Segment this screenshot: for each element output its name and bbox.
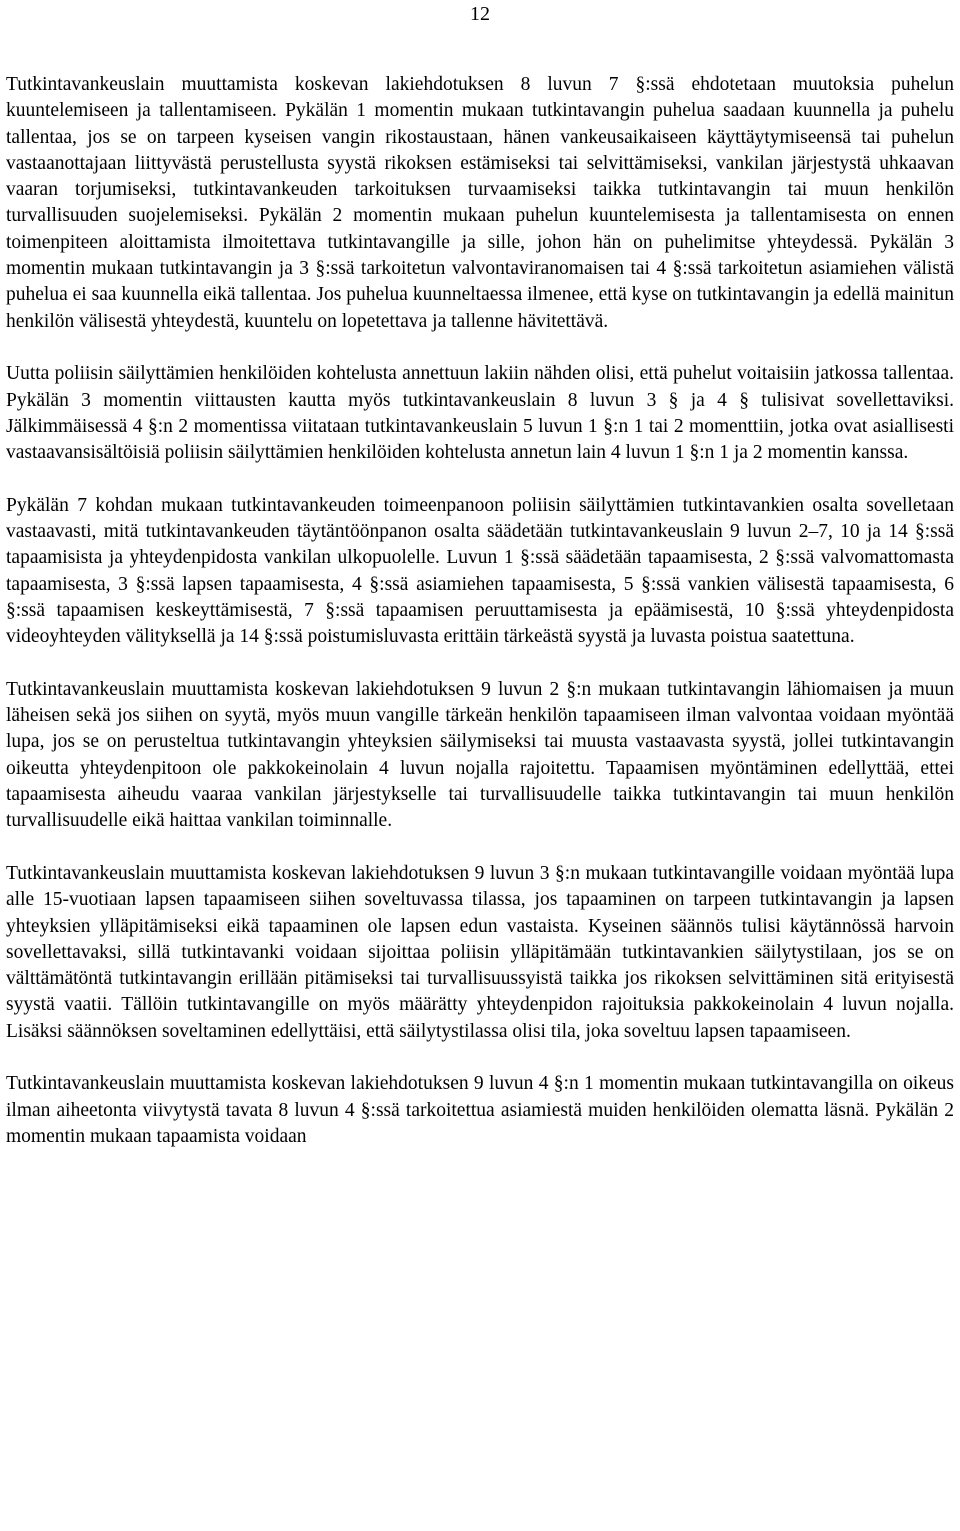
document-body (6, 72, 954, 1176)
paragraph-1: Tutkintavankeuslain muuttamista koskevan lakiehdotuksen 8 luvun 7 §:ssä ehdotetaan muutoksia puhelun kuuntelemiseen ja tallentamiseen. Pykälän 1 momentin mukaan tutkintavangin puhelua saadaan kuunnella ja puhelu tallentaa, jos se on tarpeen kyseisen vangin rikostaustaan, hänen vankeusaikaiseen käyttäytymiseensä tai puhelun vastaanottajaan liittyvästä perustellusta syystä rikoksen estämiseksi tai selvittämiseksi, vankilan järjestystä uhkaavan vaaran torjumiseksi, tutkintavankeuden tarkoituksen turvaamiseksi taikka tutkintavangin tai muun henkilön turvallisuuden suojelemiseksi. Pykälän 2 momentin mukaan puhelun kuuntelemisesta ja tallentamisesta on ennen toimenpiteen aloittamista ilmoitettava tutkintavangille ja sille, johon hän on puhelimitse yhteydessä. Pykälän 3 momentin mukaan tutkintavangin ja 3 §:ssä tarkoitetun valvontaviranomaisen tai 4 §:ssä tarkoitetun asiamiehen välistä puhelua ei saa kuunnella eikä tallentaa. Jos puhelua kuunneltaessa ilmenee, että kyse on tutkintavangin ja edellä mainitun henkilön välisestä yhteydestä, kuuntelu on lopetettava ja tallenne hävitettävä. (6, 74, 954, 332)
paragraph-3: Pykälän 7 kohdan mukaan tutkintavankeuden toimeenpanoon poliisin säilyttämien tutkintavankien osalta sovelletaan vastaavasti, mitä tutkintavankeuden täytäntöönpanon osalta säädetään tutkintavankeuslain 9 luvun 2–7, 10 ja 14 §:ssä tapaamisista ja yhteydenpidosta vankilan ulkopuolelle. Luvun 1 §:ssä säädetään tapaamisesta, 2 §:ssä valvomattomasta tapaamisesta, 3 §:ssä lapsen tapaamisesta, 4 §:ssä asiamiehen tapaamisesta, 5 §:ssä vankien välisestä tapaamisesta, 6 §:ssä tapaamisen keskeyttämisestä, 7 §:ssä tapaamisen peruuttamisesta ja epäämisestä, 10 §:ssä yhteydenpidosta videoyhteyden välityksellä ja 14 §:ssä poistumisluvasta erittäin tärkeästä syystä ja luvasta poistua saatettuna. (6, 494, 954, 648)
paragraph-2: Uutta poliisin säilyttämien henkilöiden kohtelusta annettuun lakiin nähden olisi, että puhelut voitaisiin jatkossa tallentaa. Pykälän 3 momentin viittausten kautta myös tutkintavankeuslain 8 luvun 3 § ja 4 § tulisivat sovellettaviksi. Jälkimmäisessä 4 §:n 2 momentissa viitataan tutkintavankeuslain 5 luvun 1 §:n 1 tai 2 momenttiin, jotka ovat asiallisesti vastaavansisältöisiä poliisin säilyttämien henkilöiden kohtelusta annetun lain 4 luvun 1 §:n 1 ja 2 momentin kanssa. (6, 363, 954, 464)
paragraph-6: Tutkintavankeuslain muuttamista koskevan lakiehdotuksen 9 luvun 4 §:n 1 momentin mukaan tutkintavangilla on oikeus ilman aiheetonta viivytystä tavata 8 luvun 4 §:ssä tarkoitettua asiamiestä muiden henkilöiden olematta läsnä. Pykälän 2 momentin mukaan tapaamista voidaan (6, 1073, 954, 1147)
page-number: 12 (470, 3, 490, 25)
paragraph-4: Tutkintavankeuslain muuttamista koskevan lakiehdotuksen 9 luvun 2 §:n mukaan tutkintavangin lähiomaisen ja muun läheisen sekä jos siihen on syytä, myös muun vangille tärkeän henkilön tapaamiseen ilman valvontaa voidaan myöntää lupa, jos se on perusteltua tutkintavangin yhteyksien säilymiseksi tai muusta vastaavasta syystä, jollei tutkintavangin oikeutta yhteydenpitoon ole pakkokeinolain 4 luvun nojalla rajoitettu. Tapaamisen myöntäminen edellyttää, ettei tapaamisesta aiheudu vaaraa vankilan järjestykselle tai turvallisuudelle taikka tutkintavangin tai muun henkilön turvallisuudelle eikä haittaa vankilan toiminnalle. (6, 678, 954, 832)
paragraph-5: Tutkintavankeuslain muuttamista koskevan lakiehdotuksen 9 luvun 3 §:n mukaan tutkintavangille voidaan myöntää lupa alle 15-vuotiaan lapsen tapaamiseen siihen soveltuvassa tilassa, jos tapaaminen on tarpeen tutkintavangin ja lapsen yhteyksien ylläpitämiseksi eikä tapaaminen ole lapsen edun vastaista. Kyseinen säännös tulisi käytännössä harvoin sovellettavaksi, sillä tutkintavanki voidaan sijoittaa poliisin ylläpitämään tutkintavankien säilytystilaan, jos se on välttämätöntä tutkintavangin erillään pitämiseksi tai turvallisuussyistä taikka jos rikoksen selvittäminen sitä erityisestä syystä vaatii. Tällöin tutkintavangille on myös määrätty yhteydenpidon rajoituksia pakkokeinolain 4 luvun nojalla. Lisäksi säännöksen soveltaminen edellyttäisi, että säilytystilassa olisi tila, joka soveltuu lapsen tapaamiseen. (6, 862, 954, 1042)
